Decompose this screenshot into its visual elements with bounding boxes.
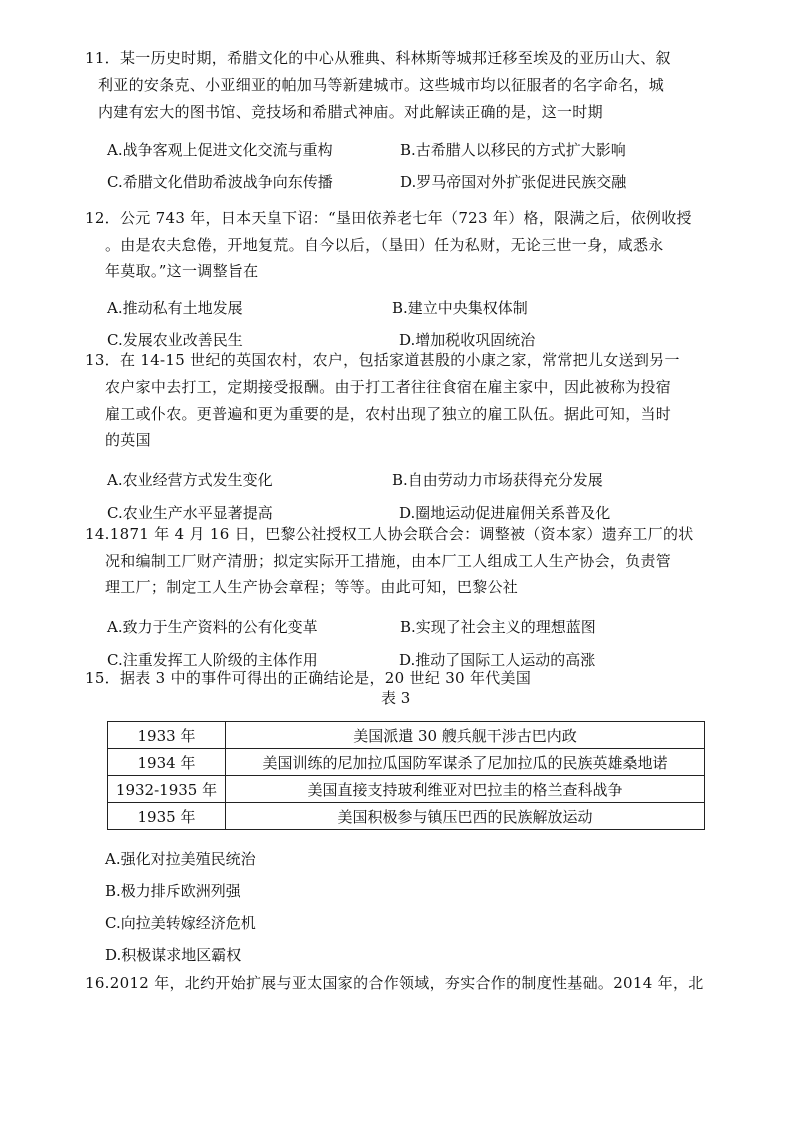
table-caption: 表 3 [381,689,411,707]
table-cell-event: 美国积极参与镇压巴西的民族解放运动 [226,803,705,830]
question-11-line-3: 内建有宏大的图书馆、竞技场和希腊式神庙。对此解读正确的是，这一时期 [98,103,603,121]
question-14-line-2: 况和编制工厂财产清册；拟定实际开工措施，由本厂工人组成工人生产协会，负责管 [105,552,672,570]
table-row [108,776,705,803]
question-11-line-2: 利亚的安条克、小亚细亚的帕加马等新建城市。这些城市均以征服者的名字命名，城 [98,76,665,94]
question-15-line-1: 15．据表 3 中的事件可得出的正确结论是，20 世纪 30 年代美国 [85,669,532,687]
table-cell-year: 1935 年 [108,803,226,830]
question-14-option-c[interactable]: C.注重发挥工人阶级的主体作用 [107,651,318,669]
question-12-option-d[interactable]: D.增加税收巩固统治 [399,331,536,349]
question-11-option-c[interactable]: C.希腊文化借助希波战争向东传播 [107,173,333,191]
question-15-option-d[interactable]: D.积极谋求地区霸权 [105,946,242,964]
question-13-line-3: 雇工或仆农。更普遍和更为重要的是，农村出现了独立的雇工队伍。据此可知，当时 [105,405,672,423]
question-12-option-a[interactable]: A.推动私有土地发展 [107,299,243,317]
table-row [108,803,705,830]
table-cell-year: 1934 年 [108,749,226,776]
table-cell-event: 美国派遣 30 艘兵舰干涉古巴内政 [226,722,705,749]
question-16-line-1: 16.2012 年，北约开始扩展与亚太国家的合作领域，夯实合作的制度性基础。2014 年，北 [85,974,704,992]
table-cell-event: 美国训练的尼加拉瓜国防军谋杀了尼加拉瓜的民族英雄桑地诺 [226,749,705,776]
events-table [107,721,705,830]
question-12-line-3: 年莫取。”这一调整旨在 [105,262,259,280]
question-13-line-4: 的英国 [105,431,151,449]
question-11-line-1: 11．某一历史时期，希腊文化的中心从雅典、科林斯等城邦迁移至埃及的亚历山大、叙 [85,49,671,67]
question-12-option-c[interactable]: C.发展农业改善民生 [107,331,243,349]
question-14-line-1: 14.1871 年 4 月 16 日，巴黎公社授权工人协会联合会：调整被（资本家）遗弃工厂的状 [85,525,694,543]
question-13-line-2: 农户家中去打工，定期接受报酬。由于打工者往往食宿在雇主家中，因此被称为投宿 [105,378,672,396]
question-15-option-a[interactable]: A.强化对拉美殖民统治 [105,850,256,868]
question-13-option-b[interactable]: B.自由劳动力市场获得充分发展 [392,471,603,489]
question-11-option-d[interactable]: D.罗马帝国对外扩张促进民族交融 [400,173,627,191]
question-14-option-a[interactable]: A.致力于生产资料的公有化变革 [107,618,318,636]
question-13-option-c[interactable]: C.农业生产水平显著提高 [107,504,273,522]
question-14-option-d[interactable]: D.推动了国际工人运动的高涨 [399,651,596,669]
question-13-option-d[interactable]: D.圈地运动促进雇佣关系普及化 [399,504,611,522]
question-12-line-1: 12．公元 743 年，日本天皇下诏：“垦田依养老七年（723 年）格，限满之后，依例收授 [85,209,692,227]
question-11-option-b[interactable]: B.古希腊人以移民的方式扩大影响 [400,141,626,159]
question-13-option-a[interactable]: A.农业经营方式发生变化 [107,471,273,489]
table-cell-year: 1932-1935 年 [108,776,226,803]
question-15-option-c[interactable]: C.向拉美转嫁经济危机 [105,914,256,932]
question-15-option-b[interactable]: B.极力排斥欧洲列强 [105,882,241,900]
question-14-option-b[interactable]: B.实现了社会主义的理想蓝图 [400,618,596,636]
question-11-option-a[interactable]: A.战争客观上促进文化交流与重构 [107,141,333,159]
table-row [108,749,705,776]
table-row [108,722,705,749]
table-cell-year: 1933 年 [108,722,226,749]
table-cell-event: 美国直接支持玻利维亚对巴拉圭的格兰查科战争 [226,776,705,803]
question-14-line-3: 理工厂；制定工人生产协会章程；等等。由此可知，巴黎公社 [105,578,519,596]
question-13-line-1: 13．在 14-15 世纪的英国农村，农户，包括家道甚殷的小康之家，常常把儿女送到另一 [85,351,680,369]
question-12-line-2: 。由是农夫怠倦，开地复荒。自今以后，（垦田）任为私财，无论三世一身，咸悉永 [105,236,664,254]
question-12-option-b[interactable]: B.建立中央集权体制 [392,299,528,317]
